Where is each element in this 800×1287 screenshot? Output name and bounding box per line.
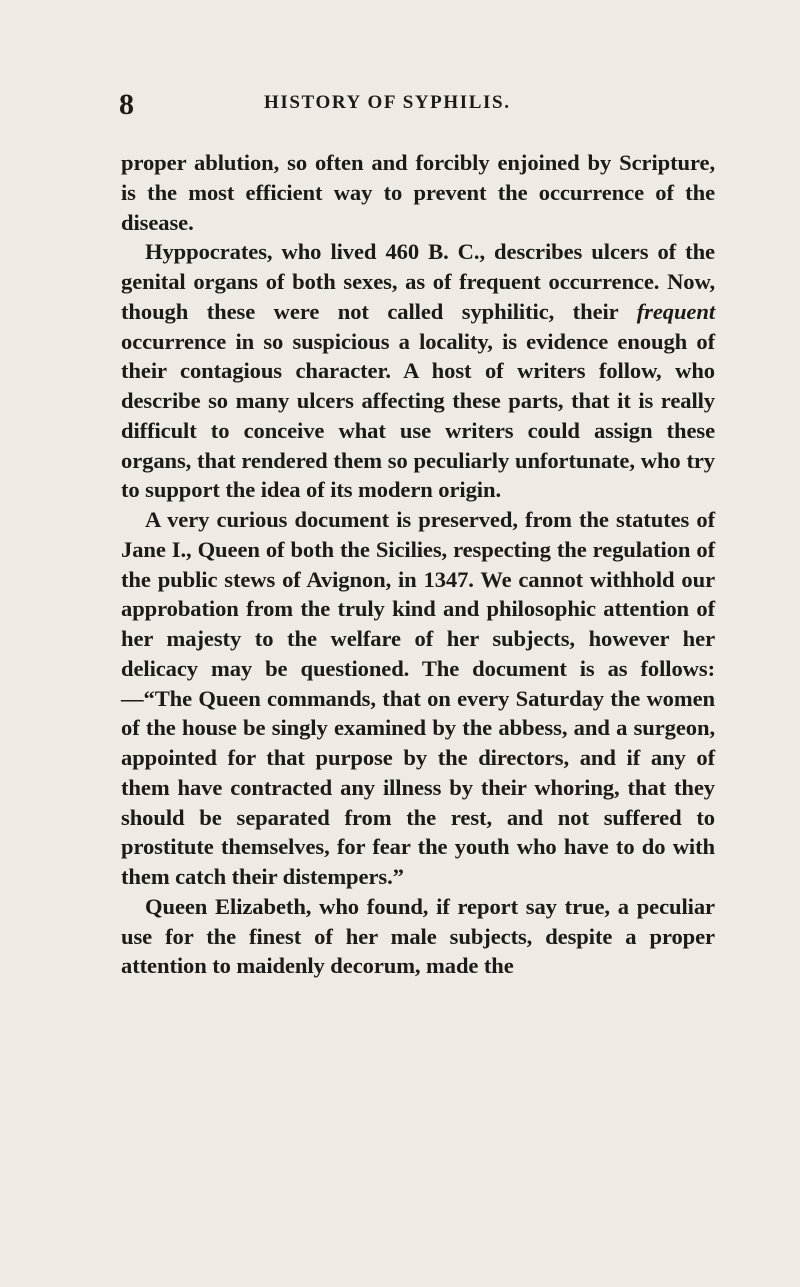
paragraph-2-prefix: Hyppocrates, who lived 460 B. C., describes ulcers of the genital organs of both sexes, as of frequent occurrence. Now, though these were not called syphilitic, their — [121, 239, 715, 324]
page-number: 8 — [119, 88, 134, 121]
paragraph-3-text: A very curious document is preserved, from the statutes of Jane I., Queen of both the Sicilies, respecting the regulation of the public stews of Avignon, in 1347. We cannot withhold our approbation from the truly kind and philosophic attention of her majesty to the welfare of her subjects, however her delicacy may be questioned. The document is as follows:—“The Queen commands, that on every Saturday the women of the house be singly examined by the abbess, and a surgeon, appointed for that purpose by the directors, and if any of them have contracted any illness by their whoring, that they should be separated from the rest, and not suffered to prostitute themselves, for fear the youth who have to do with them catch their distempers.” — [121, 507, 715, 889]
running-head — [119, 88, 715, 132]
body-text — [121, 148, 715, 981]
paragraph-1-text: proper ablution, so often and forcibly enjoined by Scripture, is the most efficient way to prevent the occurrence of the disease. — [121, 150, 715, 235]
paragraph-2-suffix: occurrence in so suspicious a locality, is evidence enough of their contagious character. A host of writers follow, who describe so many ulcers affecting these parts, that it is really difficult to conceive what use writers could assign these organs, that rendered them so peculiarly unfortunate, who try to support the idea of its modern origin. — [121, 328, 715, 503]
paragraph-2 — [121, 237, 715, 505]
paragraph-3 — [121, 505, 715, 892]
paragraph-2-emphasis: frequent — [636, 298, 715, 324]
paragraph-4-text: Queen Elizabeth, who found, if report say true, a peculiar use for the finest of her male subjects, despite a proper attention to maidenly decorum, made the — [121, 893, 715, 979]
paragraph-4 — [121, 892, 715, 981]
page-heading: HISTORY OF SYPHILIS. — [264, 92, 511, 113]
paragraph-1 — [121, 148, 715, 237]
